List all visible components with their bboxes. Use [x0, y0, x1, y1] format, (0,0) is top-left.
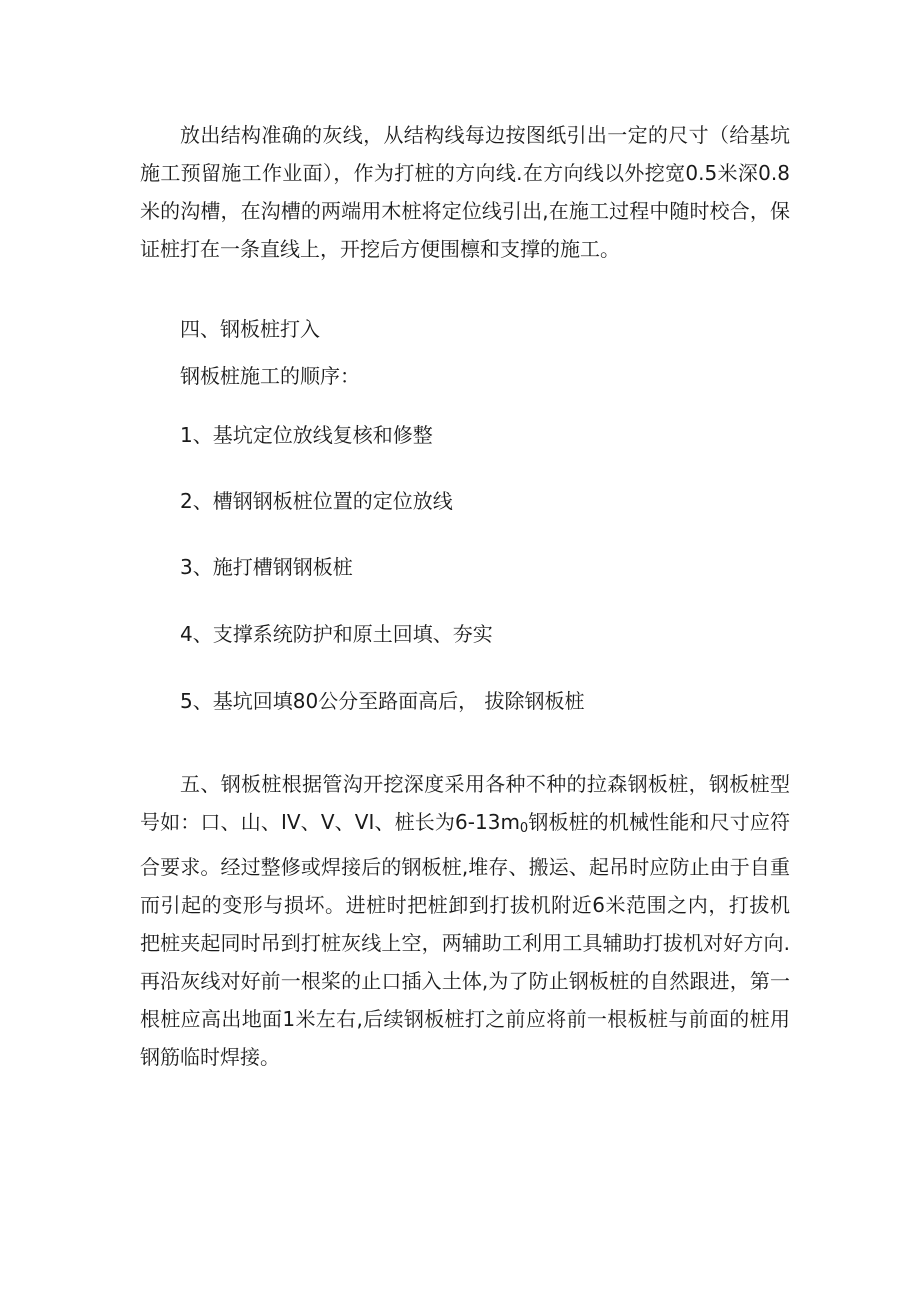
section-five-text-part1: 五、钢板桩根据管沟开挖深度采用各种不种的拉森钢板桩，钢板桩型号如：口、山、IV、V、VI、桩长为6-13m: [140, 772, 790, 834]
step-item: 2、槽钢钢板桩位置的定位放线: [180, 489, 453, 513]
section-four-heading: 四、钢板桩打入: [180, 317, 320, 341]
step-item: 5、基坑回填80公分至路面高后， 拔除钢板桩: [180, 689, 585, 713]
sequence-label: 钢板桩施工的顺序：: [180, 364, 360, 388]
intro-paragraph: 放出结构准确的灰线，从结构线每边按图纸引出一定的尺寸（给基坑施工预留施工作业面），作为打桩的方向线.在方向线以外挖宽0.5米深0.8米的沟槽，在沟槽的两端用木桩将定位线引出,在施工过程中随时校合，保证桩打在一条直线上，开挖后方便围檩和支撑的施工。: [140, 123, 790, 261]
section-five-subscript: 0: [519, 821, 529, 836]
step-item: 3、施打槽钢钢板桩: [180, 555, 353, 579]
step-item: 4、支撑系统防护和原土回填、夯实: [180, 622, 493, 646]
section-five-text-part2: 钢板桩的机械性能和尺寸应符合要求。经过整修或焊接后的钢板桩,堆存、搬运、起吊时应防止由于自重而引起的变形与损坏。进桩时把桩卸到打拔机附近6米范围之内，打拔机把桩夹起同时吊到打桩灰线上空，两辅助工利用工具辅助打拔机对好方向.再沿灰线对好前一根桨的止口插入土体,为了防止钢板桩的自然跟进，第一根桩应高出地面1米左右,后续钢板桩打之前应将前一根板桩与前面的桩用钢筋临时焊接。: [140, 810, 790, 1069]
section-five-paragraph: [140, 765, 790, 1076]
step-item: 1、基坑定位放线复核和修整: [180, 423, 433, 447]
